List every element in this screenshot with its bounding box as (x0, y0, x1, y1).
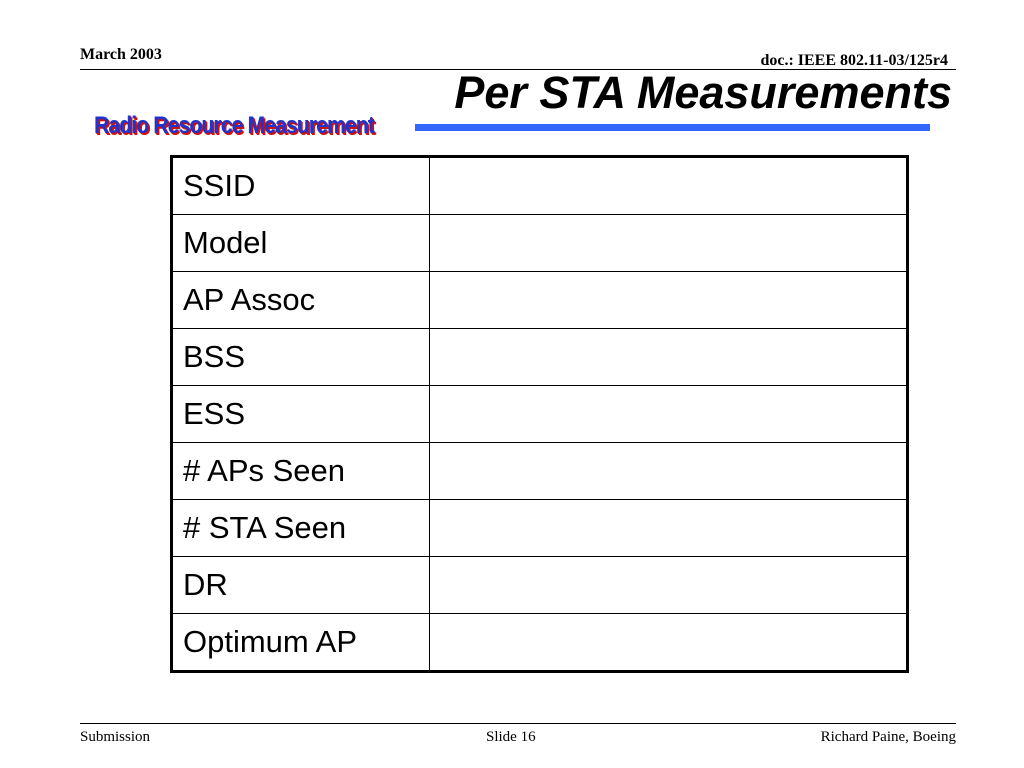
row-value (430, 443, 908, 500)
footer-slide-number: Slide 16 (486, 729, 536, 745)
row-value (430, 614, 908, 672)
row-value (430, 386, 908, 443)
footer-submission: Submission (80, 729, 151, 745)
row-label: DR (172, 557, 430, 614)
row-value (430, 500, 908, 557)
table-row (172, 500, 908, 557)
row-label: # STA Seen (172, 500, 430, 557)
header-doc-id: doc.: IEEE 802.11-03/125r4 (760, 52, 948, 69)
table-row (172, 157, 908, 215)
title-underline-bar (415, 124, 930, 131)
row-label: Model (172, 215, 430, 272)
row-label: Optimum AP (172, 614, 430, 672)
row-value (430, 215, 908, 272)
measurement-table (170, 155, 909, 673)
table-row (172, 614, 908, 672)
row-label: ESS (172, 386, 430, 443)
row-label: SSID (172, 157, 430, 215)
table-row (172, 557, 908, 614)
header-date: March 2003 (80, 46, 162, 63)
row-value (430, 329, 908, 386)
row-value (430, 157, 908, 215)
footer-author: Richard Paine, Boeing (820, 729, 956, 745)
row-value (430, 272, 908, 329)
table-row (172, 215, 908, 272)
table-row (172, 329, 908, 386)
slide-title: Per STA Measurements (454, 67, 952, 118)
footer-divider (80, 723, 956, 724)
row-label: # APs Seen (172, 443, 430, 500)
table-row (172, 272, 908, 329)
table-row (172, 386, 908, 443)
table-row (172, 443, 908, 500)
row-label: AP Assoc (172, 272, 430, 329)
radio-resource-measurement-logo: Radio Resource Measurement (94, 112, 374, 139)
row-value (430, 557, 908, 614)
row-label: BSS (172, 329, 430, 386)
